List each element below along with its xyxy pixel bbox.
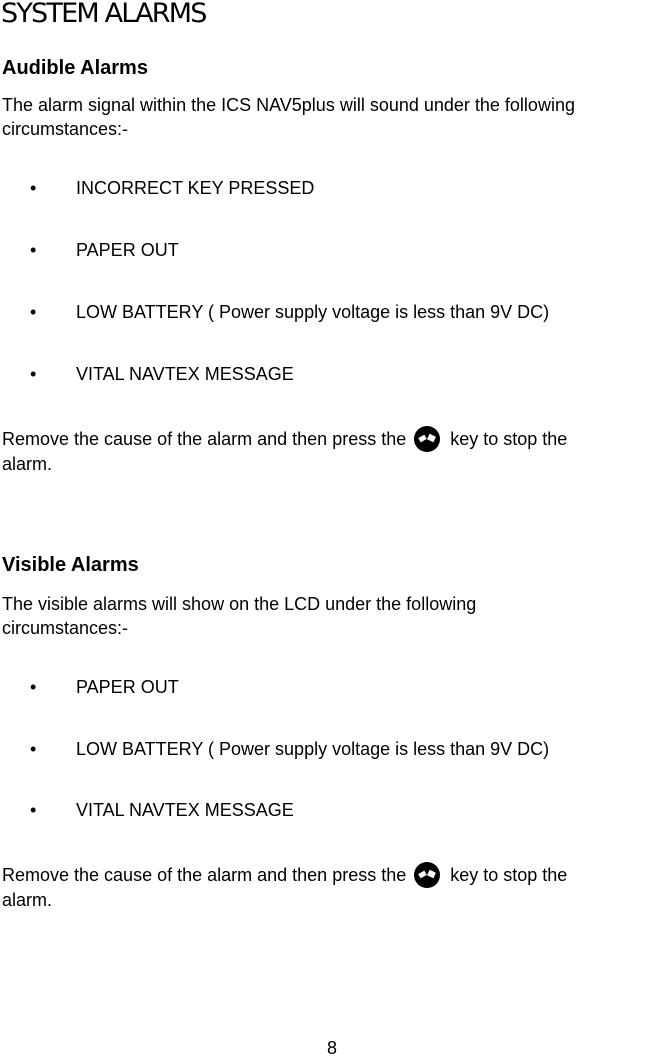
visible-remove-text-line2: alarm. <box>2 890 53 910</box>
visible-item-low-battery: LOW BATTERY ( Power supply voltage is less than 9V DC) <box>76 739 550 759</box>
audible-remove-text-after: key to stop the <box>450 429 568 449</box>
audible-item-vital-navtex: VITAL NAVTEX MESSAGE <box>76 364 294 384</box>
stop-alarm-key-icon <box>414 862 440 888</box>
audible-item-paper-out: PAPER OUT <box>76 240 179 260</box>
visible-item-paper-out: PAPER OUT <box>76 677 179 697</box>
visible-intro-line2: circumstances:- <box>2 618 129 638</box>
audible-intro-line1: The alarm signal within the ICS NAV5plus will sound under the following <box>2 95 575 115</box>
audible-remove-text-before: Remove the cause of the alarm and then press the <box>2 429 407 449</box>
bullet-marker: • <box>30 800 37 820</box>
bullet-marker: • <box>30 677 37 697</box>
bullet-marker: • <box>30 364 37 384</box>
bullet-marker: • <box>30 178 37 198</box>
stop-alarm-key-icon <box>414 426 440 452</box>
page-title: SYSTEM ALARMS <box>1 0 206 29</box>
visible-item-vital-navtex: VITAL NAVTEX MESSAGE <box>76 800 294 820</box>
page-number: 8 <box>326 1038 337 1058</box>
bullet-marker: • <box>30 739 37 759</box>
visible-remove-text-after: key to stop the <box>450 865 568 885</box>
bullet-marker: • <box>30 240 37 260</box>
visible-intro <box>2 592 476 640</box>
bullet-marker: • <box>30 302 37 322</box>
audible-intro-line2: circumstances:- <box>2 119 129 139</box>
visible-intro-line1: The visible alarms will show on the LCD under the following <box>2 594 477 614</box>
audible-item-incorrect-key: INCORRECT KEY PRESSED <box>76 178 315 198</box>
visible-alarms-heading: Visible Alarms <box>2 554 139 576</box>
visible-remove-text-before: Remove the cause of the alarm and then press the <box>2 865 407 885</box>
audible-item-low-battery: LOW BATTERY ( Power supply voltage is less than 9V DC) <box>76 302 550 322</box>
visible-remove-instruction <box>2 862 567 912</box>
audible-intro <box>2 93 575 141</box>
audible-remove-text-line2: alarm. <box>2 454 53 474</box>
audible-remove-instruction <box>2 426 567 476</box>
audible-alarms-heading: Audible Alarms <box>2 57 148 79</box>
